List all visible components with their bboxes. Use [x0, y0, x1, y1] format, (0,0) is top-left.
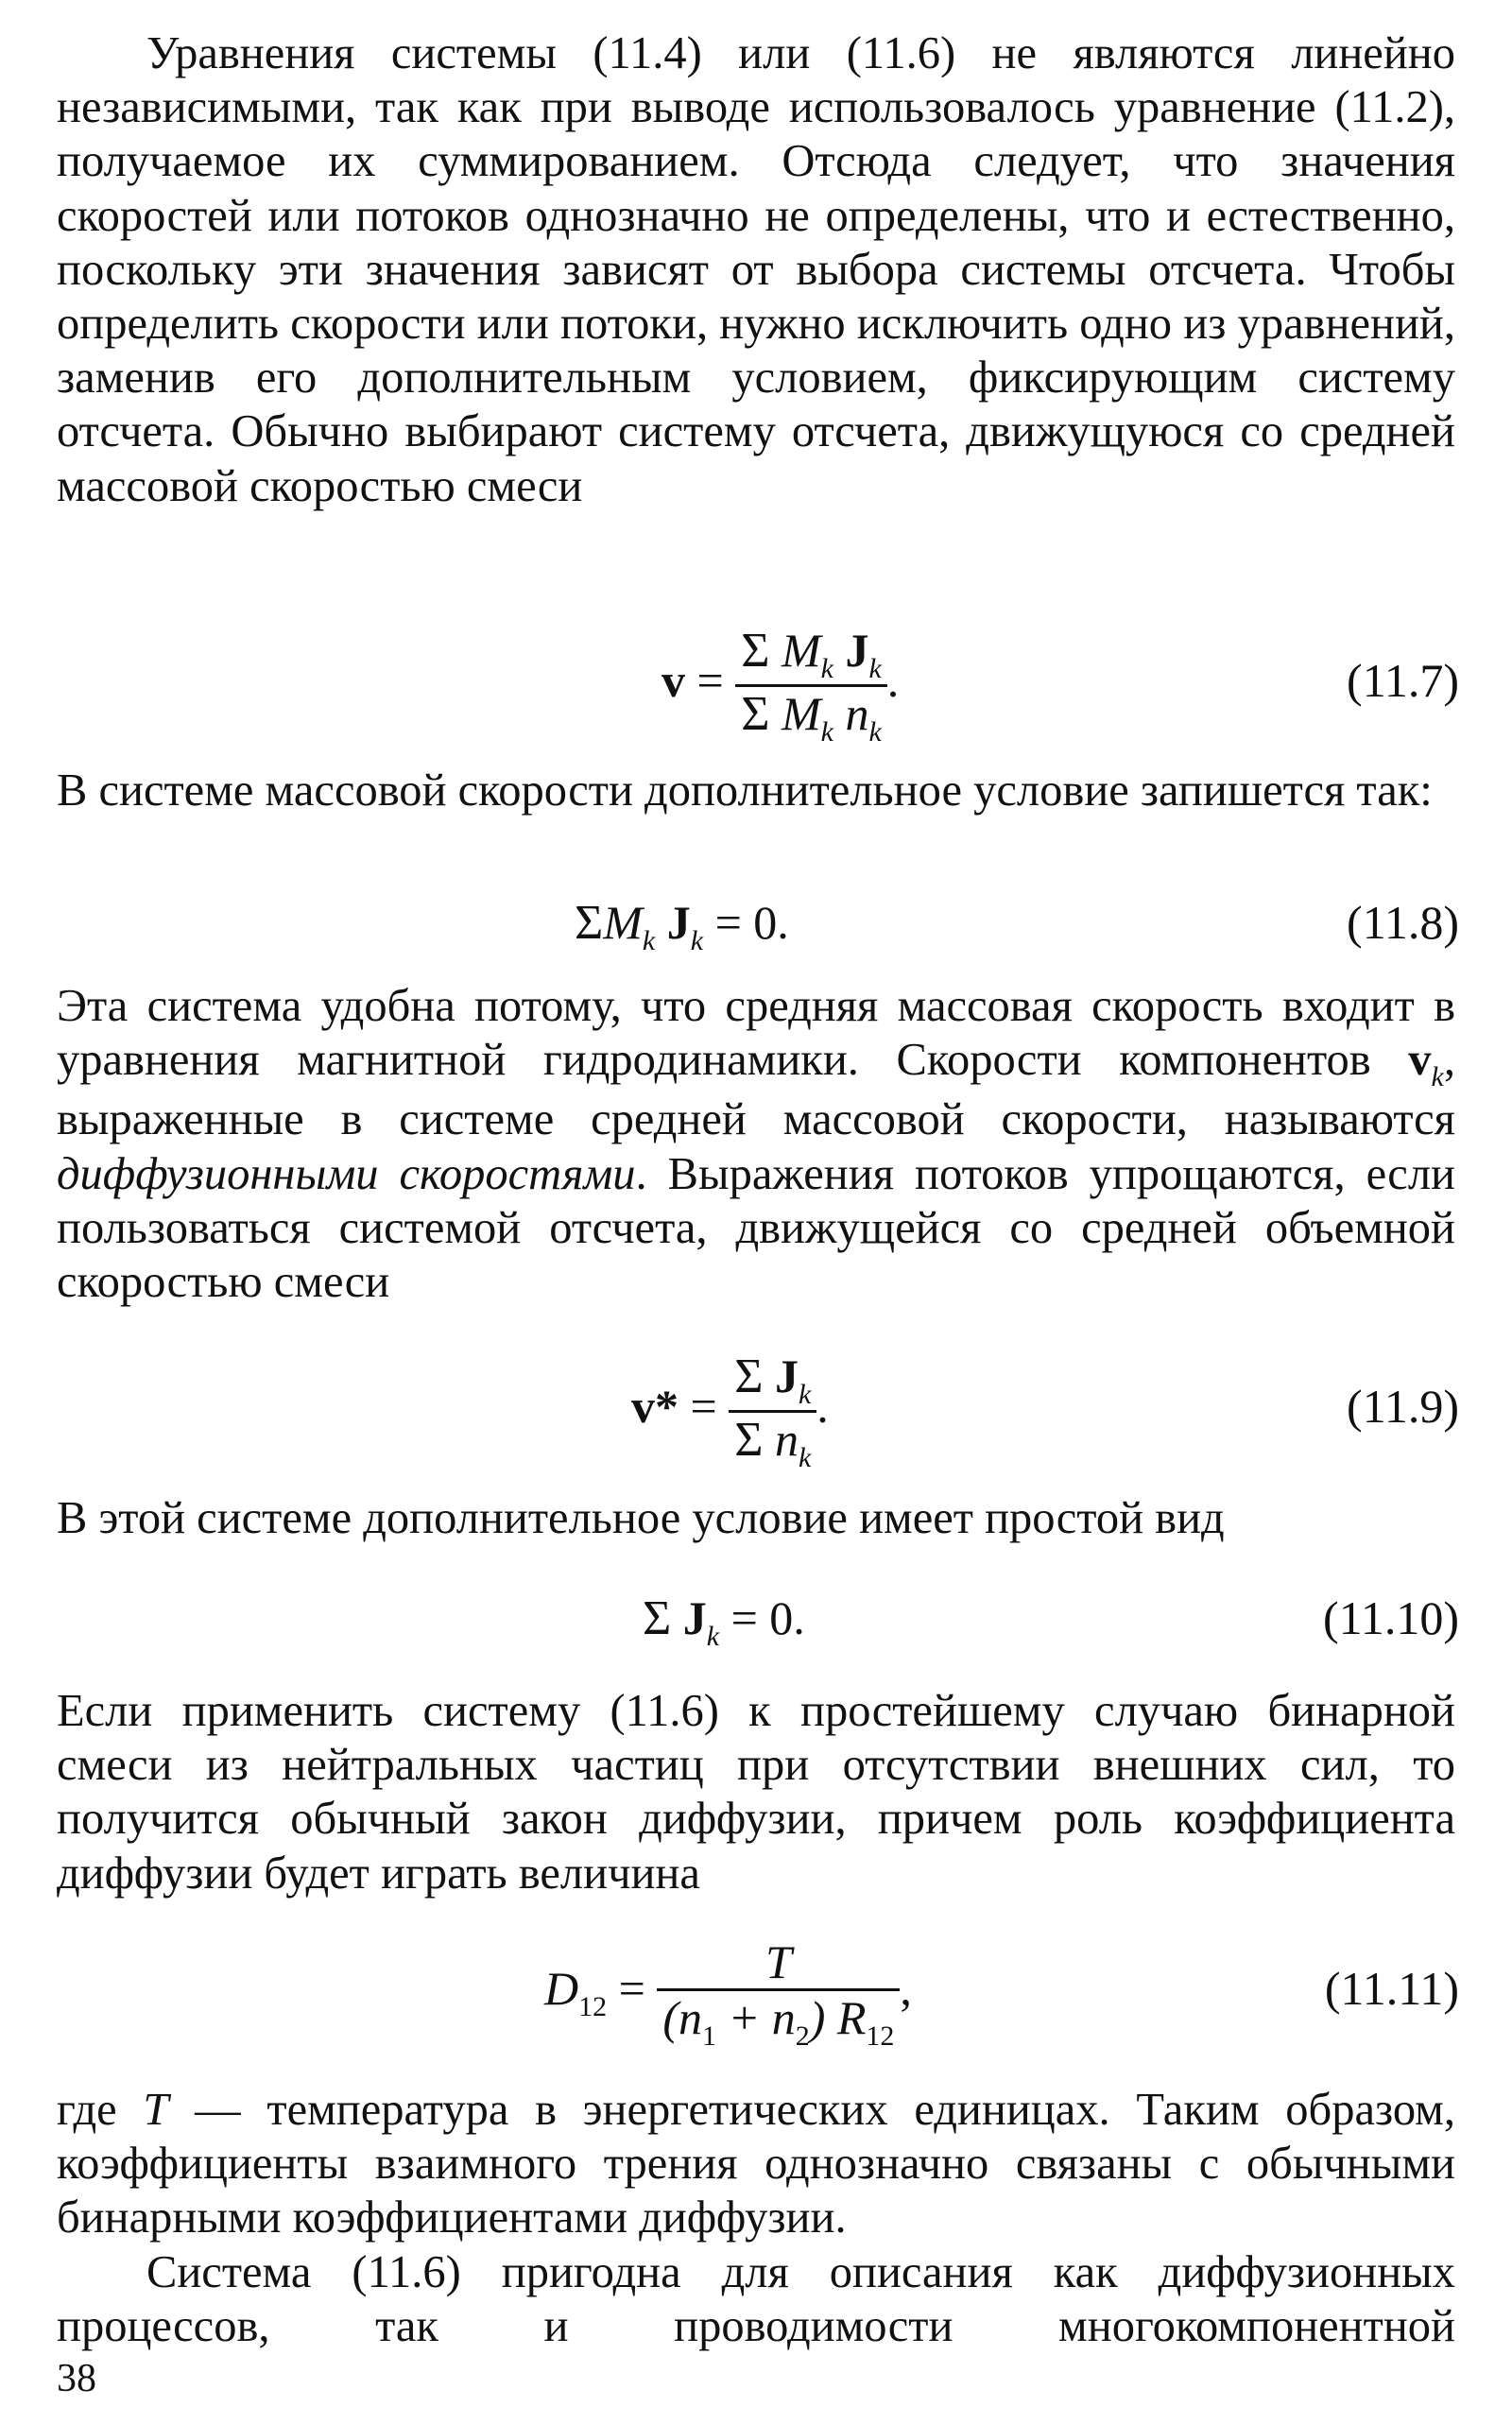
equation-number-11-11: (11.11)	[1324, 1962, 1459, 2015]
equation-number-11-7: (11.7)	[1347, 654, 1459, 707]
paragraph-1: Уравнения системы (11.4) или (11.6) не являются линейно независимыми, так как при выводе использовалось уравнение (11.2), получаемое их суммированием. Отсюда следует, что значения скоростей или потоков однозначно не определены, что и естественно, поскольку эти значения зависят от выбора системы отсчета. Чтобы определить скорости или потоки, нужно исключить одно из уравнений, заменив его дополнительным условием, фиксирующим систему отсчета. Обычно выбирают систему отсчета, движущуюся со средней массовой скоростью смеси	[57, 28, 1455, 511]
paragraph-4: В этой системе дополнительное условие имеет простой вид	[57, 1493, 1225, 1543]
equation-11-8: $\Sigma M_k$ $J_k = 0$.	[575, 896, 789, 956]
equation-11-9: v* = $\frac{\Sigma J_k}{\Sigma n_k}$ .	[631, 1350, 829, 1473]
equation-11-7: v = $\frac{\Sigma M_k J_k}{\Sigma M_k n_k}$ .	[662, 624, 900, 748]
equation-number-11-10: (11.10)	[1323, 1591, 1459, 1644]
paragraph-2: В системе массовой скорости дополнительное условие запишется так:	[57, 765, 1433, 816]
paragraph-5: Если применить систему (11.6) к простейшему случаю бинарной смеси из нейтральных частиц при отсутствии внешних сил, то получится обычный закон диффузии, причем роль коэффициента диффузии будет играть величина	[57, 1686, 1455, 1899]
equation-11-10: Σ $J_k = 0$.	[643, 1591, 805, 1652]
equation-11-11: $D_{12}$ = $\frac{T}{(n_1 + n_2) R_{12}}$ ,	[544, 1935, 912, 2052]
paragraph-7: Система (11.6) пригодна для описания как диффузионных процессов, так и проводимости многокомпонентной	[57, 2247, 1455, 2352]
equation-number-11-8: (11.8)	[1347, 896, 1459, 949]
page-number: 38	[57, 2357, 96, 2400]
equation-number-11-9: (11.9)	[1347, 1380, 1459, 1433]
paragraph-6: где T — температура в энергетических единицах. Таким образом, коэффициенты взаимного трения однозначно связаны с обычными бинарными коэффициентами диффузии.	[57, 2085, 1455, 2243]
paragraph-3: Эта система удобна потому, что средняя массовая скорость входит в уравнения магнитной гидродинамики. Скорости компонентов $v_k$, выраженные в системе средней массовой скорости, называются диффузионными скоростями. Выражения потоков упрощаются, если пользоваться системой отсчета, движущейся со средней объемной скоростью смеси	[57, 981, 1455, 1308]
emphasis-diffusion-velocities: диффузионными скоростями	[57, 1148, 636, 1199]
